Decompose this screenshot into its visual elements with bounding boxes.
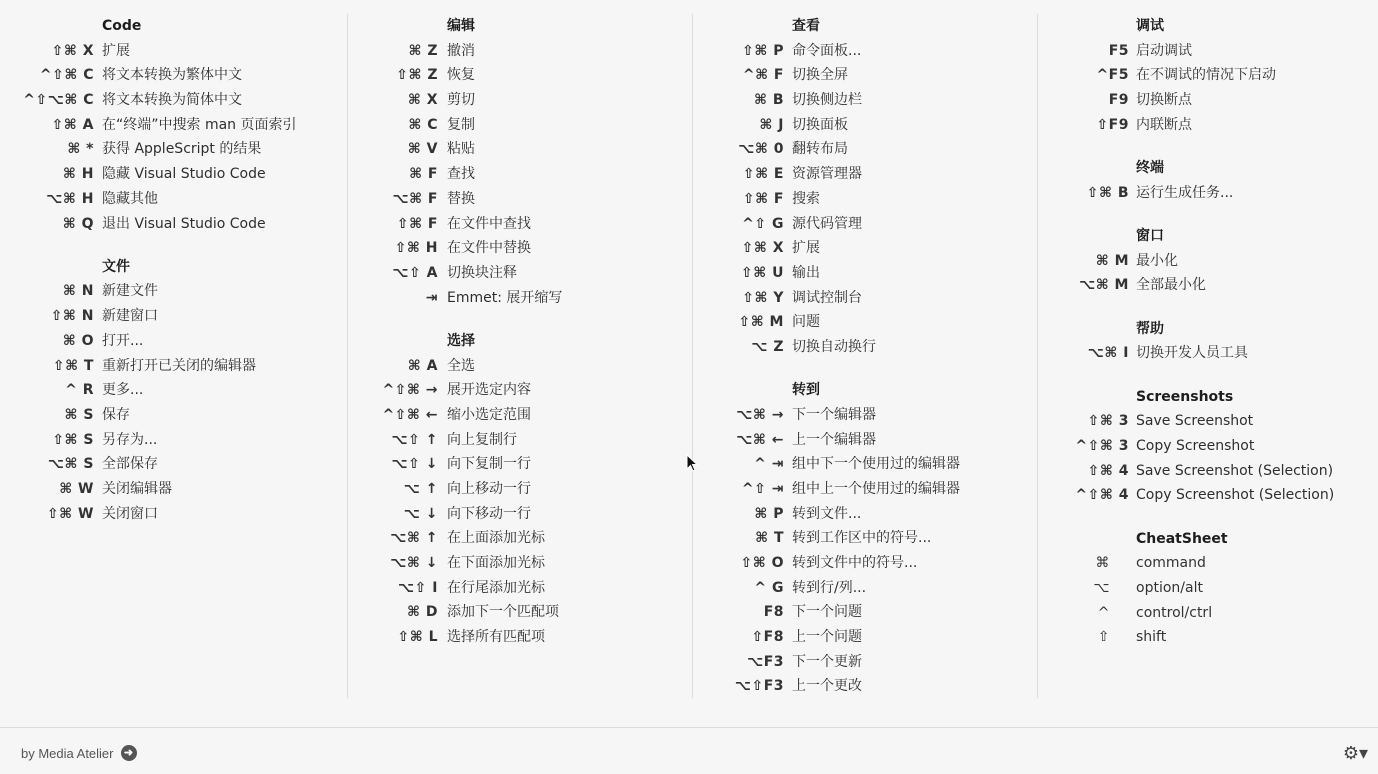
gear-icon[interactable]: ⚙▾ (1342, 743, 1368, 764)
shortcut-label: 转到文件中的符号... (792, 555, 918, 572)
shortcut-label: 切换断点 (1136, 92, 1192, 109)
shortcut-row[interactable] (348, 212, 693, 237)
shortcut-row[interactable] (348, 526, 693, 551)
section-title: 编辑 (447, 18, 475, 34)
shortcut-row[interactable] (348, 625, 693, 650)
shortcut-row[interactable] (693, 39, 1038, 64)
shortcut-keys: ⇧⌘ S (52, 431, 94, 448)
shortcut-keys: ⌘ F (409, 166, 438, 183)
shortcut-row[interactable] (0, 304, 347, 329)
shortcut-row[interactable] (348, 236, 693, 261)
shortcut-label: 切换全屏 (792, 67, 848, 84)
shortcut-label: 最小化 (1136, 252, 1178, 269)
shortcut-label: 问题 (792, 314, 820, 331)
shortcut-keys: ⇧⌘ E (742, 166, 784, 183)
shortcut-keys: ⇧⌘ P (742, 42, 784, 59)
shortcut-keys: ^⇧⌘ 4 (1075, 487, 1129, 504)
shortcut-keys: F8 (763, 604, 784, 621)
shortcut-row[interactable] (0, 187, 347, 212)
shortcut-section (1038, 14, 1378, 137)
shortcut-row[interactable] (1038, 113, 1378, 138)
shortcut-keys: ⌘ Q (62, 215, 94, 232)
shortcut-keys: ⌥⌘ S (47, 456, 94, 473)
shortcut-row[interactable] (693, 502, 1038, 527)
shortcut-row[interactable] (0, 88, 347, 113)
shortcut-label: 翻转布局 (792, 141, 848, 158)
shortcut-label: 上一个更改 (792, 678, 862, 695)
shortcut-row[interactable] (1038, 249, 1378, 274)
shortcut-label: 添加下一个匹配项 (447, 604, 559, 621)
shortcut-row[interactable] (0, 403, 347, 428)
shortcut-section (1038, 385, 1378, 508)
shortcut-row[interactable] (348, 403, 693, 428)
shortcut-label: 将文本转换为简体中文 (102, 92, 242, 109)
section-title: 帮助 (1136, 320, 1164, 337)
shortcut-row[interactable] (0, 428, 347, 453)
shortcut-keys: ⌘ X (407, 92, 438, 109)
shortcut-label: 命令面板... (792, 42, 862, 59)
section-title: 查看 (792, 18, 820, 34)
shortcut-label: 切换面板 (792, 116, 848, 133)
shortcut-keys: ^ G (754, 579, 784, 596)
shortcut-keys: ^⇧ G (742, 215, 784, 232)
shortcut-keys: ^⇧ ⇥ (741, 480, 784, 497)
shortcut-row[interactable] (1038, 39, 1378, 64)
shortcut-label: 在文件中替换 (447, 240, 531, 257)
shortcut-label: 转到行/列... (792, 579, 867, 596)
shortcut-keys: ⇧⌘ A (51, 116, 94, 133)
shortcut-label: 下一个问题 (792, 604, 862, 621)
shortcut-row[interactable] (348, 502, 693, 527)
shortcut-keys: ⇧⌘ 4 (1087, 462, 1129, 479)
shortcut-label: 选择所有匹配项 (447, 629, 545, 646)
shortcut-section (1038, 156, 1378, 205)
shortcut-row[interactable] (693, 335, 1038, 360)
shortcut-row[interactable] (693, 162, 1038, 187)
shortcut-keys: ⇧⌘ F (742, 190, 784, 207)
shortcut-row[interactable] (693, 625, 1038, 650)
shortcut-label: 搜索 (792, 190, 820, 207)
shortcut-section (1038, 527, 1378, 650)
section-title: Screenshots (1136, 388, 1234, 405)
shortcut-label: Copy Screenshot (Selection) (1136, 487, 1335, 504)
shortcut-keys: ⇧⌘ 3 (1087, 413, 1129, 430)
shortcut-row[interactable] (1038, 88, 1378, 113)
shortcut-label: 启动调试 (1136, 42, 1192, 59)
shortcut-label: 复制 (447, 116, 475, 133)
shortcut-label: 全部最小化 (1136, 277, 1206, 294)
shortcut-keys: ⌥⇧ A (392, 264, 438, 281)
shortcut-row[interactable] (1038, 181, 1378, 206)
shortcut-keys: ⇧⌘ T (52, 357, 94, 374)
shortcut-section (0, 255, 347, 527)
shortcut-row[interactable] (1038, 483, 1378, 508)
shortcut-section (0, 14, 347, 236)
shortcut-label: 在文件中查找 (447, 215, 531, 232)
shortcut-label: 上一个问题 (792, 629, 862, 646)
shortcut-row[interactable] (1038, 341, 1378, 366)
shortcut-row[interactable] (1038, 409, 1378, 434)
shortcut-section (1038, 224, 1378, 298)
shortcut-label: 另存为... (102, 431, 158, 448)
shortcut-row[interactable] (348, 477, 693, 502)
shortcut-label: 切换开发人员工具 (1136, 345, 1248, 362)
column-4 (1037, 14, 1378, 698)
shortcut-row[interactable] (0, 137, 347, 162)
shortcut-label: 内联断点 (1136, 116, 1192, 133)
shortcut-keys: ⌥⌘ M (1079, 277, 1129, 294)
shortcut-keys: ⌥ (1093, 580, 1110, 597)
shortcut-row[interactable] (0, 212, 347, 237)
shortcut-label: Copy Screenshot (1136, 438, 1255, 454)
shortcut-row[interactable] (693, 600, 1038, 625)
shortcut-label: shift (1136, 629, 1167, 646)
shortcut-label: 全选 (447, 357, 475, 374)
shortcut-label: 扩展 (792, 240, 820, 257)
shortcut-row[interactable] (348, 576, 693, 601)
shortcut-label: 下一个编辑器 (792, 406, 876, 423)
shortcut-keys: ⌘ (1095, 555, 1110, 572)
shortcut-keys: ^ R (65, 382, 94, 399)
section-title: 文件 (102, 258, 130, 275)
shortcut-keys: ⌘ T (755, 530, 784, 547)
shortcut-label: 输出 (792, 264, 820, 281)
shortcut-label: 扩展 (102, 42, 130, 59)
shortcut-row[interactable] (1038, 434, 1378, 459)
shortcut-row[interactable] (1038, 63, 1378, 88)
shortcut-label: 转到文件... (792, 505, 862, 522)
shortcut-label: 上一个编辑器 (792, 431, 876, 448)
shortcut-row[interactable] (0, 162, 347, 187)
shortcut-label: 组中下一个使用过的编辑器 (792, 456, 960, 473)
shortcut-section (348, 329, 693, 650)
shortcut-keys: ⇧F9 (1096, 116, 1129, 133)
shortcut-row[interactable] (693, 428, 1038, 453)
shortcut-keys: ⇧⌘ M (738, 314, 784, 331)
shortcut-row[interactable] (0, 113, 347, 138)
shortcut-keys: ⇧⌘ X (741, 240, 784, 257)
shortcut-label: 在上面添加光标 (447, 530, 545, 547)
shortcut-row[interactable] (693, 88, 1038, 113)
shortcut-row[interactable] (693, 63, 1038, 88)
shortcut-label: 在下面添加光标 (447, 555, 545, 572)
shortcut-row[interactable] (693, 261, 1038, 286)
shortcut-row[interactable] (0, 279, 347, 304)
shortcut-label: 查找 (447, 166, 475, 183)
shortcut-label: Emmet: 展开缩写 (447, 289, 563, 306)
shortcut-label: 粘贴 (447, 141, 475, 158)
shortcut-label: 切换侧边栏 (792, 92, 862, 109)
shortcut-keys: ⌥⌘ H (46, 190, 94, 207)
shortcut-label: option/alt (1136, 580, 1203, 597)
shortcut-row[interactable] (0, 329, 347, 354)
shortcut-row[interactable] (693, 674, 1038, 699)
footer (0, 727, 1378, 774)
shortcut-keys: ⌥⌘ 0 (738, 141, 784, 158)
shortcut-keys: ⌘ H (62, 166, 94, 183)
byline-text: by Media Atelier (21, 745, 114, 761)
shortcut-keys: ⇥ (425, 289, 438, 306)
shortcut-keys: ⇧ (1097, 629, 1110, 646)
shortcut-label: 剪切 (447, 92, 475, 109)
section-title: 选择 (447, 332, 475, 349)
shortcut-keys: ⇧⌘ N (50, 308, 94, 325)
shortcut-label: control/ctrl (1136, 604, 1213, 621)
shortcut-keys: ⌥⇧ I (398, 579, 438, 596)
shortcut-keys: ⇧⌘ U (741, 264, 784, 281)
shortcut-row[interactable] (693, 286, 1038, 311)
shortcut-keys: ⌥⌘ F (392, 190, 438, 207)
shortcut-row[interactable] (0, 502, 347, 527)
shortcut-keys: ⇧⌘ W (46, 505, 94, 522)
shortcut-label: 向上移动一行 (447, 480, 531, 497)
shortcut-row[interactable] (1038, 576, 1378, 601)
shortcut-row[interactable] (693, 576, 1038, 601)
shortcut-row[interactable] (0, 354, 347, 379)
shortcut-row[interactable] (348, 113, 693, 138)
shortcut-keys: ⌥⌘ I (1087, 345, 1129, 362)
shortcut-row[interactable] (348, 88, 693, 113)
shortcut-label: 展开选定内容 (447, 382, 531, 399)
shortcut-row[interactable] (693, 551, 1038, 576)
shortcut-row[interactable] (693, 403, 1038, 428)
shortcut-section (693, 378, 1038, 699)
shortcut-keys: ⌘ J (759, 116, 784, 133)
shortcut-row[interactable] (693, 113, 1038, 138)
shortcut-label: 更多... (102, 382, 144, 399)
shortcut-keys: ⌥ ↑ (403, 480, 438, 497)
shortcut-row[interactable] (348, 286, 693, 311)
shortcut-keys: ⌘ M (1095, 252, 1129, 269)
shortcut-row[interactable] (348, 600, 693, 625)
shortcut-label: 获得 AppleScript 的结果 (102, 141, 262, 158)
shortcut-label: 在“终端”中搜索 man 页面索引 (102, 116, 297, 133)
shortcut-row[interactable] (1038, 273, 1378, 298)
shortcut-keys: ⌥F3 (747, 653, 784, 670)
shortcut-keys: ^ (1097, 604, 1110, 621)
column-1 (0, 14, 347, 698)
shortcut-keys: ⌘ W (59, 480, 94, 497)
shortcut-label: 关闭窗口 (102, 505, 158, 522)
shortcut-label: 切换块注释 (447, 264, 517, 281)
shortcut-label: 组中上一个使用过的编辑器 (792, 480, 960, 497)
shortcut-row[interactable] (348, 354, 693, 379)
shortcut-keys: ⇧⌘ F (396, 215, 438, 232)
shortcut-keys: ⇧⌘ B (1086, 184, 1129, 201)
shortcut-label: 向下复制一行 (447, 456, 531, 473)
shortcut-row[interactable] (348, 39, 693, 64)
shortcut-row[interactable] (0, 63, 347, 88)
shortcut-row[interactable] (693, 477, 1038, 502)
shortcut-row[interactable] (1038, 459, 1378, 484)
shortcut-keys: ^⇧⌘ → (382, 382, 438, 399)
shortcut-keys: ⌘ S (64, 406, 94, 423)
section-title: 终端 (1136, 160, 1164, 177)
shortcut-keys: ⌥ Z (751, 338, 784, 355)
shortcut-keys: ⌥⌘ ↑ (390, 530, 438, 547)
shortcut-keys: ⌥⌘ → (736, 406, 784, 423)
shortcut-keys: ⌥⇧ ↓ (391, 456, 438, 473)
shortcut-label: 调试控制台 (792, 289, 862, 306)
shortcut-keys: ^F5 (1096, 67, 1129, 84)
shortcut-label: 切换自动换行 (792, 338, 876, 355)
shortcut-row[interactable] (693, 650, 1038, 675)
shortcut-keys: ⌘ P (754, 505, 784, 522)
shortcut-label: 新建窗口 (102, 308, 158, 325)
shortcut-keys: F9 (1108, 92, 1129, 109)
shortcut-label: 缩小选定范围 (447, 406, 531, 423)
byline-link[interactable] (21, 745, 137, 761)
shortcut-label: 替换 (447, 190, 475, 207)
shortcut-section (1038, 317, 1378, 366)
shortcut-row[interactable] (348, 63, 693, 88)
shortcut-label: 向下移动一行 (447, 505, 531, 522)
shortcut-row[interactable] (693, 310, 1038, 335)
shortcut-label: 打开... (102, 332, 144, 349)
shortcut-label: 在不调试的情况下启动 (1136, 67, 1276, 84)
shortcut-row[interactable] (693, 452, 1038, 477)
shortcut-section (348, 14, 693, 310)
shortcut-label: 全部保存 (102, 456, 158, 473)
shortcut-row[interactable] (348, 551, 693, 576)
section-title: 转到 (792, 382, 820, 399)
shortcut-label: command (1136, 555, 1206, 572)
shortcut-keys: F5 (1108, 42, 1129, 59)
shortcut-row[interactable] (693, 187, 1038, 212)
shortcut-keys: ⌘ Z (408, 42, 438, 59)
shortcut-keys: ^⇧⌘ C (39, 67, 94, 84)
shortcut-section (693, 14, 1038, 360)
shortcut-label: 隐藏其他 (102, 190, 158, 207)
shortcut-label: 隐藏 Visual Studio Code (102, 166, 266, 183)
shortcut-keys: ⇧⌘ Z (396, 67, 438, 84)
shortcut-label: Save Screenshot (Selection) (1136, 462, 1334, 479)
shortcut-label: 转到工作区中的符号... (792, 530, 932, 547)
shortcut-row[interactable] (693, 137, 1038, 162)
shortcut-keys: ^ ⇥ (754, 456, 784, 473)
shortcut-row[interactable] (348, 428, 693, 453)
shortcut-row[interactable] (1038, 601, 1378, 626)
shortcut-label: 恢复 (447, 67, 475, 84)
shortcut-keys: ⌘ * (67, 141, 94, 158)
shortcut-label: Save Screenshot (1136, 413, 1254, 430)
shortcut-label: 源代码管理 (792, 215, 862, 232)
shortcut-row[interactable] (1038, 625, 1378, 650)
shortcut-label: 资源管理器 (792, 166, 862, 183)
shortcut-label: 退出 Visual Studio Code (102, 215, 266, 232)
shortcut-keys: ⇧⌘ H (394, 240, 438, 257)
shortcut-label: 关闭编辑器 (102, 480, 172, 497)
shortcut-keys: ⇧⌘ L (397, 629, 438, 646)
shortcut-label: 保存 (102, 406, 130, 423)
shortcut-row[interactable] (0, 39, 347, 64)
shortcut-keys: ⌘ V (407, 141, 438, 158)
shortcut-keys: ⌘ N (62, 283, 94, 300)
shortcut-keys: ⌥⇧ ↑ (391, 431, 438, 448)
shortcut-keys: ⇧F8 (751, 629, 784, 646)
shortcut-keys: ⇧⌘ Y (742, 289, 784, 306)
shortcut-keys: ⌘ B (753, 92, 784, 109)
shortcut-keys: ⇧⌘ X (51, 42, 94, 59)
shortcut-row[interactable] (0, 477, 347, 502)
shortcut-label: 下一个更新 (792, 653, 862, 670)
arrow-right-icon[interactable]: ➜ (121, 745, 137, 761)
shortcut-row[interactable] (348, 452, 693, 477)
shortcut-keys: ^⇧⌘ ← (382, 406, 438, 423)
shortcut-keys: ⌥⌘ ← (736, 431, 784, 448)
shortcut-label: 在行尾添加光标 (447, 579, 545, 596)
shortcut-label: 重新打开已关闭的编辑器 (102, 357, 256, 374)
shortcut-row[interactable] (348, 187, 693, 212)
shortcut-row[interactable] (348, 137, 693, 162)
shortcut-keys: ⇧⌘ O (740, 555, 784, 572)
shortcut-keys: ^⇧⌘ 3 (1075, 438, 1129, 454)
section-title: 窗口 (1136, 228, 1164, 244)
shortcut-row[interactable] (1038, 551, 1378, 576)
shortcut-keys: ^⌘ F (742, 67, 784, 84)
shortcut-row[interactable] (693, 212, 1038, 237)
section-title: Code (102, 18, 142, 34)
shortcut-label: 撤消 (447, 42, 475, 59)
shortcut-row[interactable] (348, 162, 693, 187)
shortcut-label: 新建文件 (102, 283, 158, 300)
section-title: CheatSheet (1136, 530, 1228, 547)
shortcut-row[interactable] (0, 452, 347, 477)
section-title: 调试 (1136, 18, 1164, 34)
mouse-cursor-icon (686, 454, 698, 472)
shortcut-keys: ⌥⌘ ↓ (390, 555, 438, 572)
column-2 (347, 14, 693, 698)
column-3 (692, 14, 1038, 698)
shortcut-keys: ^⇧⌥⌘ C (23, 92, 94, 109)
shortcut-row[interactable] (348, 378, 693, 403)
shortcut-keys: ⌘ D (407, 604, 438, 621)
shortcut-label: 将文本转换为繁体中文 (102, 67, 242, 84)
shortcut-row[interactable] (693, 526, 1038, 551)
shortcut-keys: ⌘ O (62, 332, 94, 349)
shortcut-keys: ⌘ C (408, 116, 438, 133)
shortcut-keys: ⌥ ↓ (403, 505, 438, 522)
shortcut-row[interactable] (693, 236, 1038, 261)
shortcut-label: 运行生成任务... (1136, 184, 1234, 201)
shortcut-keys: ⌥⇧F3 (734, 678, 784, 695)
shortcut-row[interactable] (0, 378, 347, 403)
shortcut-row[interactable] (348, 261, 693, 286)
shortcut-label: 向上复制行 (447, 431, 517, 448)
shortcut-keys: ⌘ A (407, 357, 438, 374)
